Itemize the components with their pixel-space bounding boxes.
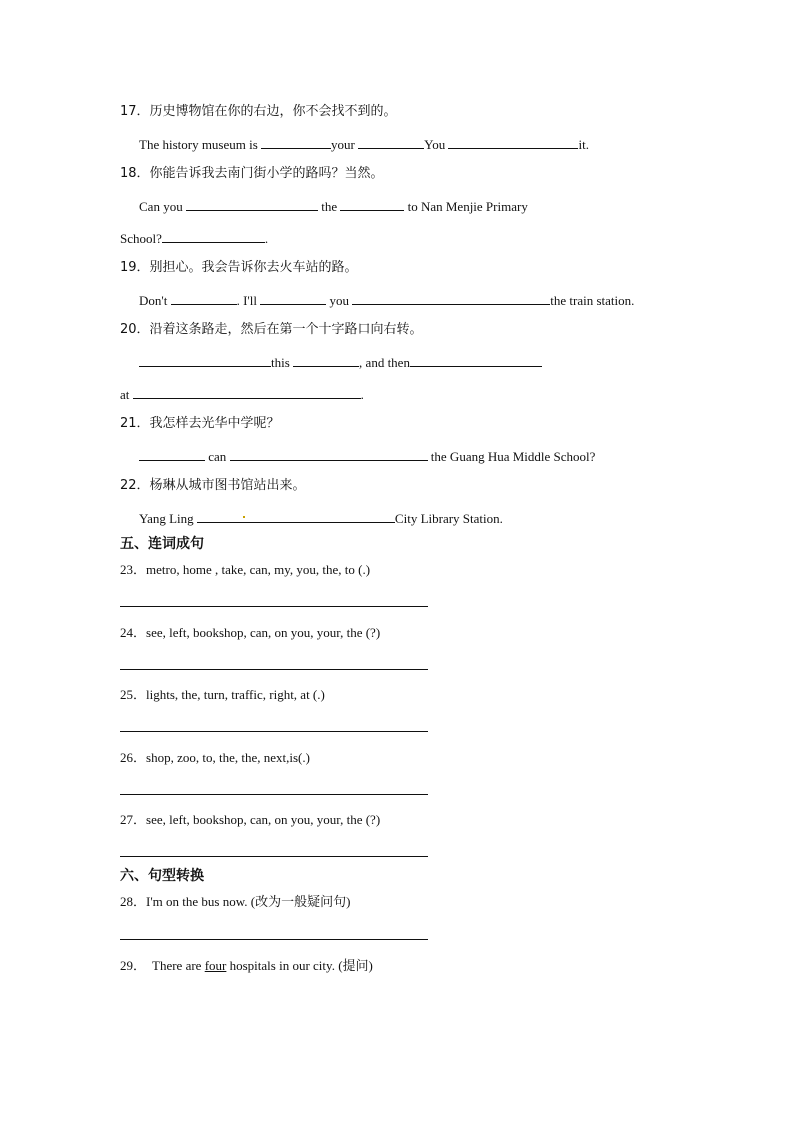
- stray-mark: [243, 516, 245, 518]
- q18-english-line-1: [139, 198, 528, 215]
- q28-number: 28．: [120, 894, 147, 909]
- q27-answer-line[interactable]: [120, 856, 428, 857]
- q18-text-5: .: [264, 231, 269, 246]
- q17-text-3: You: [424, 137, 449, 152]
- q19-chinese-text: 别担心。我会告诉你去火车站的路。: [149, 260, 358, 275]
- q27-number: 27．: [120, 812, 147, 827]
- q21-english: [139, 448, 595, 465]
- q19-text-1: Don't: [139, 293, 171, 308]
- q25-answer-line[interactable]: [120, 731, 428, 732]
- q21-text-2: the Guang Hua Middle School?: [427, 449, 596, 464]
- q18-chinese: [120, 166, 384, 182]
- q27-prompt: [120, 812, 380, 828]
- q17-text-1: The history museum is: [139, 137, 262, 152]
- q22-english: [139, 510, 503, 527]
- q21-blank-1[interactable]: [139, 448, 205, 461]
- q19-text-4: the train station.: [550, 293, 635, 308]
- q24-answer-line[interactable]: [120, 669, 428, 670]
- q20-blank-3[interactable]: [410, 354, 542, 367]
- q22-chinese-text: 杨琳从城市图书馆站出来。: [149, 478, 306, 493]
- q21-text-1: can: [205, 449, 230, 464]
- q18-text-2: the: [317, 199, 341, 214]
- q20-chinese: [120, 322, 423, 338]
- q17-text-4: it.: [578, 137, 589, 152]
- q20-text-1: this: [271, 355, 294, 370]
- q21-chinese: [120, 416, 280, 432]
- q17-chinese: [120, 104, 397, 120]
- q27-text: see, left, bookshop, can, on you, your, the (?): [146, 812, 381, 827]
- q20-english-line-2: [120, 386, 364, 403]
- q20-blank-2[interactable]: [293, 354, 359, 367]
- section-5-heading: 五、连词成句: [120, 536, 204, 552]
- q22-blank-1[interactable]: [197, 510, 395, 523]
- q19-text-3: you: [326, 293, 353, 308]
- q17-chinese-text: 历史博物馆在你的右边，你不会找不到的。: [149, 104, 397, 119]
- q29-underlined-word: four: [204, 958, 227, 973]
- q23-answer-line[interactable]: [120, 606, 428, 607]
- q19-chinese: [120, 260, 358, 276]
- q20-chinese-text: 沿着这条路走，然后在第一个十字路口向右转。: [149, 322, 423, 337]
- q26-text: shop, zoo, to, the, the, next,is(.): [146, 750, 310, 765]
- q20-english-line-1: [139, 354, 542, 371]
- q20-text-4: .: [360, 387, 364, 402]
- q18-text-1: Can you: [139, 199, 186, 214]
- q18-blank-1[interactable]: [186, 198, 318, 211]
- q28-answer-line[interactable]: [120, 939, 428, 940]
- q20-text-2: , and then: [359, 355, 410, 370]
- q19-number: 19．: [120, 260, 150, 275]
- q21-number: 21．: [120, 416, 150, 431]
- q17-text-2: your: [331, 137, 359, 152]
- q17-blank-2[interactable]: [358, 136, 424, 149]
- q18-chinese-text: 你能告诉我去南门街小学的路吗？当然。: [149, 166, 384, 181]
- q22-number: 22．: [120, 478, 150, 493]
- q20-blank-4[interactable]: [133, 386, 361, 399]
- q21-chinese-text: 我怎样去光华中学呢？: [149, 416, 280, 431]
- q29-text-1: There are: [152, 958, 205, 973]
- q28-prompt: [120, 894, 350, 910]
- q19-blank-3[interactable]: [352, 292, 550, 305]
- q17-number: 17．: [120, 104, 150, 119]
- q28-text: I'm on the bus now. (改为一般疑问句): [146, 894, 351, 909]
- q25-prompt: [120, 687, 325, 703]
- q22-text-1: Yang Ling: [139, 511, 197, 526]
- q18-number: 18．: [120, 166, 150, 181]
- q21-blank-2[interactable]: [230, 448, 428, 461]
- q20-text-3: at: [120, 387, 133, 402]
- q18-blank-2[interactable]: [340, 198, 404, 211]
- q22-chinese: [120, 478, 306, 494]
- q23-text: metro, home , take, can, my, you, the, to (.): [146, 562, 371, 577]
- q24-text: see, left, bookshop, can, on you, your, the (?): [146, 625, 381, 640]
- q23-prompt: [120, 562, 370, 578]
- q18-english-line-2: [120, 230, 268, 247]
- q18-text-3: to Nan Menjie Primary: [404, 199, 528, 214]
- q19-english: [139, 292, 634, 309]
- q18-text-4: School?: [120, 231, 162, 246]
- q26-answer-line[interactable]: [120, 794, 428, 795]
- q17-english: [139, 136, 589, 153]
- q18-blank-3[interactable]: [162, 230, 265, 243]
- q24-prompt: [120, 625, 380, 641]
- q24-number: 24．: [120, 625, 147, 640]
- q22-text-2: City Library Station.: [394, 511, 503, 526]
- q25-number: 25．: [120, 687, 147, 702]
- q26-prompt: [120, 750, 310, 766]
- q29-prompt: [120, 958, 373, 974]
- q19-blank-1[interactable]: [171, 292, 237, 305]
- q17-blank-3[interactable]: [448, 136, 578, 149]
- q29-text-2: hospitals in our city. (提问): [226, 958, 373, 973]
- q20-number: 20．: [120, 322, 150, 337]
- q19-blank-2[interactable]: [260, 292, 326, 305]
- section-6-heading: 六、句型转换: [120, 868, 204, 884]
- q25-text: lights, the, turn, traffic, right, at (.): [146, 687, 325, 702]
- q29-number: 29．: [120, 958, 147, 973]
- q23-number: 23．: [120, 562, 147, 577]
- q26-number: 26．: [120, 750, 147, 765]
- q20-blank-1[interactable]: [139, 354, 271, 367]
- q17-blank-1[interactable]: [261, 136, 331, 149]
- q19-text-2: . I'll: [236, 293, 261, 308]
